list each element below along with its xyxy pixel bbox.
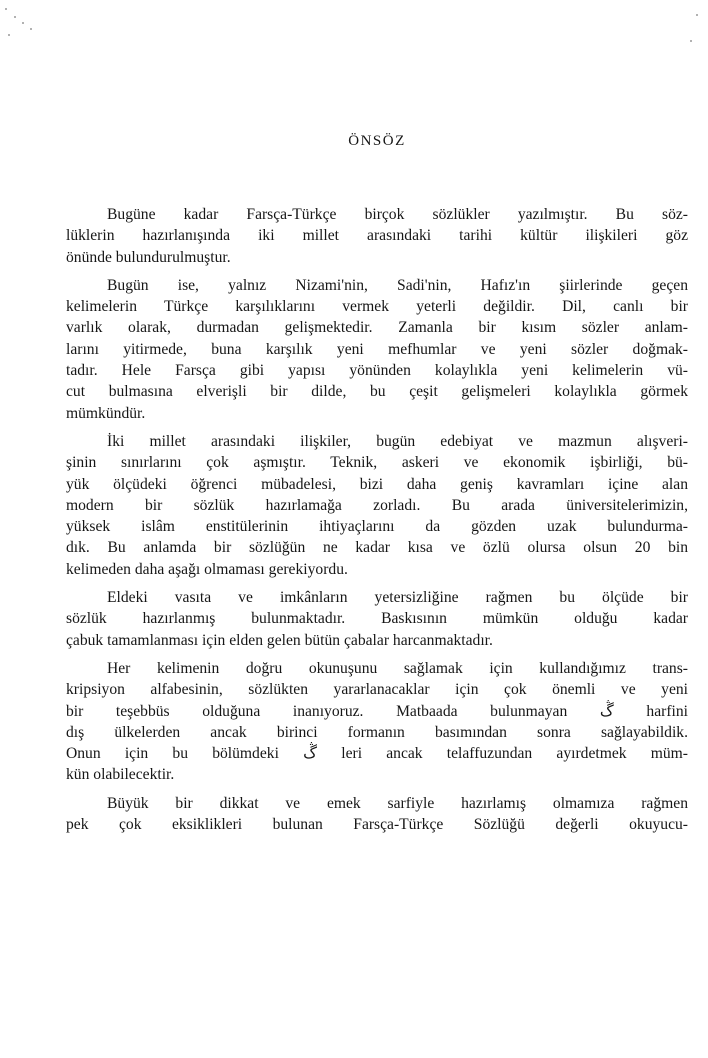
text-line: Her kelimenin doğru okunuşunu sağlamak için kullandığımız trans- (107, 659, 688, 677)
paragraph-6 (66, 793, 688, 836)
text-line: lüklerin hazırlanışında iki millet arasındaki tarihi kültür ilişkileri göz (66, 227, 688, 245)
page-title: ÖNSÖZ (348, 133, 406, 149)
text-line: kelimeden daha aşağı olmaması gerekiyordu. (66, 560, 348, 578)
text-line: çabuk tamamlanması için elden gelen bütün çabalar harcanmaktadır. (66, 631, 493, 649)
paragraph-1 (66, 204, 688, 268)
text-line: sözlük hazırlanmış bulunmaktadır. Baskısının mümkün olduğu kadar (66, 610, 688, 628)
text-line: dış ülkelerden ancak birinci formanın basımından sonra sağlayabildik. (66, 723, 688, 741)
text-line: varlık olarak, durmadan gelişmektedir. Zamanla bir kısım sözler anlam- (66, 319, 688, 337)
text-line: yük ölçüdeki öğrenci mübadelesi, bizi daha geniş kavramları içine alan (66, 475, 688, 493)
text-line: Eldeki vasıta ve imkânların yetersizliğine rağmen bu ölçüde bir (107, 589, 688, 607)
text-line: kün olabilecektir. (66, 766, 175, 784)
scan-speck (696, 14, 698, 16)
text-line: kelimelerin Türkçe karşılıklarını vermek yeterli değildir. Dil, canlı bir (66, 298, 688, 316)
text-line: modern bir sözlük hazırlamağa zorladı. Bu arada üniversitelerimizin, (66, 496, 688, 514)
text-line: cut bulmasına elverişli bir dilde, bu çeşit gelişmeleri kolaylıkla görmek (66, 383, 688, 401)
scan-speck (30, 28, 32, 30)
paragraph-2 (66, 275, 688, 424)
scan-speck (8, 34, 10, 36)
text-line: larını yitirmede, buna karşılık yeni mefhumlar ve yeni sözler doğmak- (66, 340, 688, 358)
text-line: bir teşebbüs olduğuna inanıyoruz. Matbaada bulunmayan ڴ harfini (66, 702, 688, 720)
preface-body (66, 204, 688, 842)
text-line: tadır. Hele Farsça gibi yapısı yönünden kolaylıkla yeni kelimelerin vü- (66, 362, 688, 380)
scan-speck (690, 40, 692, 42)
text-line: yüksek islâm enstitülerinin ihtiyaçlarını da gözden uzak bulundurma- (66, 518, 688, 536)
scan-speck (22, 22, 24, 24)
text-line: kripsiyon alfabesinin, sözlükten yararlanacaklar için çok önemli ve yeni (66, 681, 688, 699)
text-line: İki millet arasındaki ilişkiler, bugün edebiyat ve mazmun alışveri- (107, 432, 688, 450)
text-line: mümkündür. (66, 404, 146, 422)
text-line: Büyük bir dikkat ve emek sarfiyle hazırlamış olmamıza rağmen (107, 794, 688, 812)
paragraph-3 (66, 431, 688, 580)
paragraph-5 (66, 658, 688, 786)
text-line: şinin sınırlarını çok aşmıştır. Teknik, askeri ve ekonomik işbirliği, bü- (66, 454, 688, 472)
paragraph-4 (66, 587, 688, 651)
scan-speck (14, 16, 16, 18)
text-line: dık. Bu anlamda bir sözlüğün ne kadar kısa ve özlü olursa olsun 20 bin (66, 539, 688, 557)
text-line: önünde bulundurulmuştur. (66, 248, 231, 266)
text-line: Onun için bu bölümdeki ڴ leri ancak telaffuzundan ayırdetmek müm- (66, 745, 688, 763)
text-line: Bugün ise, yalnız Nizami'nin, Sadi'nin, Hafız'ın şiirlerinde geçen (107, 276, 688, 294)
text-line: Bugüne kadar Farsça-Türkçe birçok sözlükler yazılmıştır. Bu söz- (107, 206, 688, 223)
scan-speck (5, 8, 7, 10)
text-line: pek çok eksiklikleri bulunan Farsça-Türkçe Sözlüğü değerli okuyucu- (66, 816, 688, 834)
